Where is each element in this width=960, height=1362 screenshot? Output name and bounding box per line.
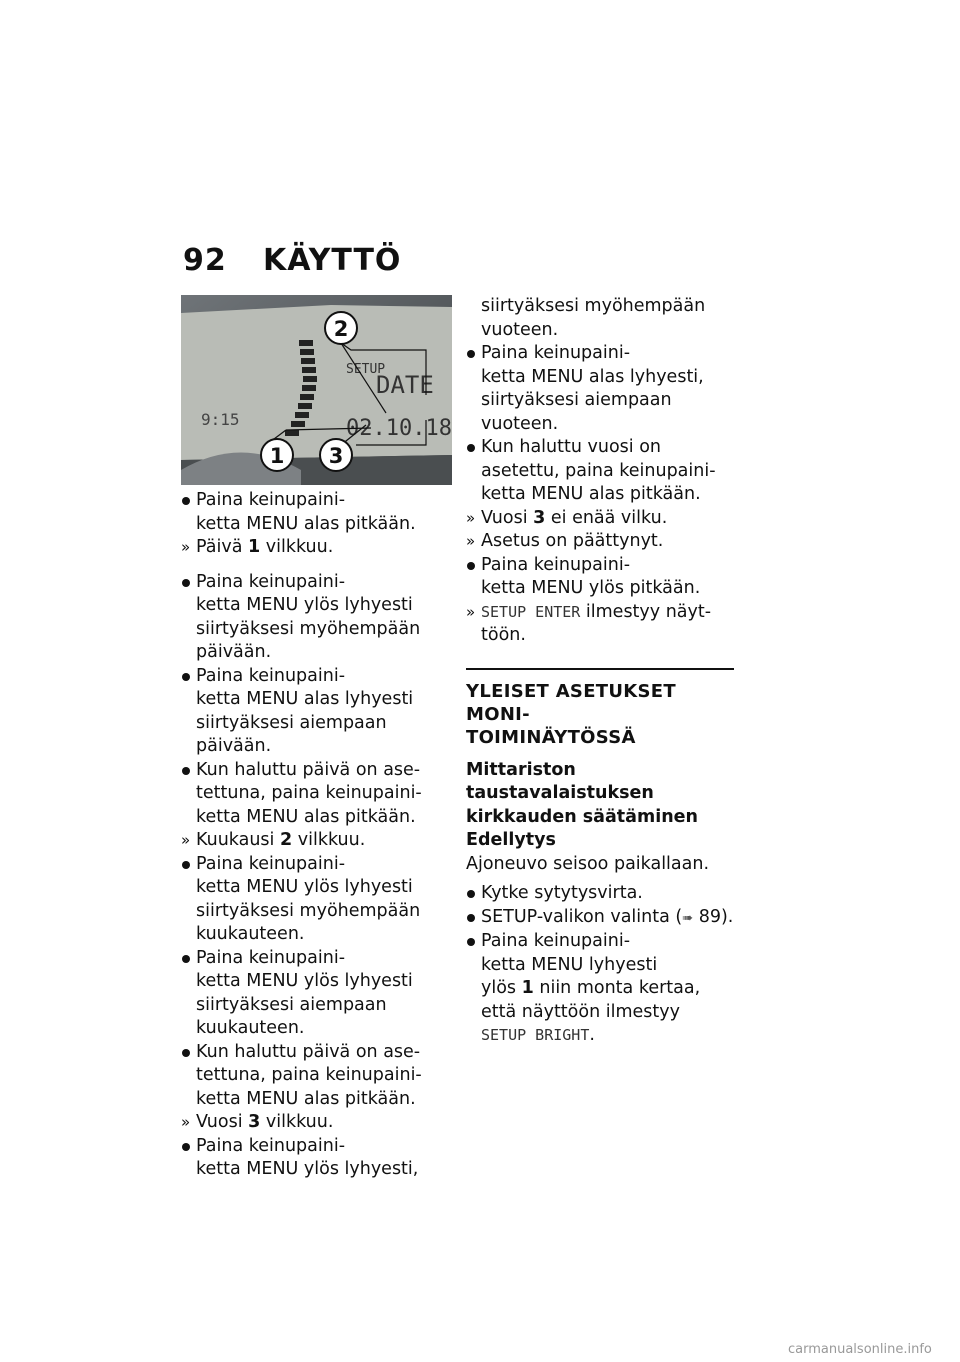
list-item: Kun haluttu vuosi on asetettu, paina keinupaini- ketta MENU alas pitkään. [466, 436, 741, 507]
result-item: » Kuukausi 2 vilkkuu. [181, 829, 451, 853]
result-item: » Vuosi 3 ei enää vilku. [466, 507, 741, 531]
marker-2 [325, 312, 357, 344]
result-item: » Vuosi 3 vilkkuu. [181, 1111, 451, 1135]
bullet-icon [182, 579, 190, 587]
left-column [181, 489, 451, 1182]
result-arrow-icon: » [466, 508, 476, 527]
marker-3 [320, 439, 352, 471]
instrument-cluster-photo [181, 295, 452, 485]
chapter-title: KÄYTTÖ [263, 243, 402, 278]
list-item: Paina keinupaini- ketta MENU ylös pitkään. [466, 554, 741, 601]
list-item: Paina keinupaini- ketta MENU ylös lyhyesti, [181, 1135, 451, 1182]
result-arrow-icon: » [181, 538, 191, 556]
list-item: Kun haluttu päivä on ase- tettuna, paina keinupaini- ketta MENU alas pitkään. [181, 759, 451, 830]
result-item: » Asetus on päättynyt. [466, 530, 741, 554]
display-date-value: 02.10.18 [346, 416, 452, 441]
list-item: Paina keinupaini- ketta MENU ylös lyhyesti siirtyäksesi myöhempään kuukauteen. [181, 853, 451, 947]
display-date-label: DATE [376, 371, 434, 399]
bullet-icon [467, 938, 475, 946]
watermark: carmanualsonline.info [788, 1342, 932, 1357]
list-item: Paina keinupaini- ketta MENU alas lyhyesti, siirtyäksesi aiempaan vuoteen. [466, 342, 741, 436]
display-setup-label: SETUP [346, 362, 386, 377]
bullet-icon [467, 890, 475, 898]
svg-text:1: 1 [269, 444, 285, 468]
bullet-icon [182, 497, 190, 505]
display-time: 9:15 [201, 410, 240, 429]
list-item: Kun haluttu päivä on ase- tettuna, paina keinupaini- ketta MENU alas pitkään. [181, 1041, 451, 1112]
svg-text:3: 3 [328, 444, 344, 468]
result-item: » SETUP ENTER ilmestyy näyt- töön. [466, 601, 712, 645]
list-item: Paina keinupaini- ketta MENU ylös lyhyesti siirtyäksesi aiempaan kuukauteen. [181, 947, 451, 1041]
bullet-icon [182, 955, 190, 963]
result-arrow-icon: » [466, 532, 476, 550]
result-item: » Päivä 1 vilkkuu. [181, 536, 451, 560]
bullet-icon [467, 444, 475, 452]
page-number: 92 [183, 243, 227, 278]
marker-1 [261, 439, 293, 471]
section-divider [466, 668, 734, 670]
result-arrow-icon: » [466, 602, 476, 621]
result-arrow-icon: » [181, 831, 191, 849]
list-item: Kytke sytytysvirta. [466, 882, 741, 906]
result-arrow-icon: » [181, 1113, 191, 1131]
section-heading: YLEISET ASETUKSET MONI- TOIMINÄYTÖSSÄ [466, 680, 676, 748]
list-item: SETUP-valikon valinta (➠ 89). [466, 906, 741, 931]
condition-text: Ajoneuvo seisoo paikallaan. [466, 853, 710, 874]
list-item: Paina keinupaini- ketta MENU alas lyhyesti siirtyäksesi aiempaan päivään. [181, 665, 451, 759]
bullet-icon [467, 562, 475, 570]
bullet-icon [182, 767, 190, 775]
bullet-icon [182, 1049, 190, 1057]
page-reference-link[interactable]: 89). [693, 906, 734, 927]
continued-text: siirtyäksesi myöhempään vuoteen. [481, 296, 706, 340]
page-header [183, 243, 401, 278]
page-reference-arrow-icon: ➠ [682, 910, 694, 926]
bullet-icon [467, 350, 475, 358]
list-item: Paina keinupaini- ketta MENU lyhyesti ylös 1 niin monta kertaa, että näyttöön ilmestyy SETUP BRIGHT. [466, 930, 741, 1048]
subsection-heading: Mittariston taustavalaistuksen kirkkauden säätäminen Edellytys [466, 759, 698, 850]
list-item: Paina keinupaini- ketta MENU ylös lyhyesti siirtyäksesi myöhempään päivään. [181, 571, 451, 665]
bullet-icon [182, 1143, 190, 1151]
bullet-icon [182, 861, 190, 869]
bullet-icon [182, 673, 190, 681]
bullet-icon [467, 914, 475, 922]
list-item: Paina keinupaini- ketta MENU alas pitkään. [181, 489, 451, 536]
right-column [466, 295, 741, 1048]
svg-text:2: 2 [333, 317, 349, 341]
